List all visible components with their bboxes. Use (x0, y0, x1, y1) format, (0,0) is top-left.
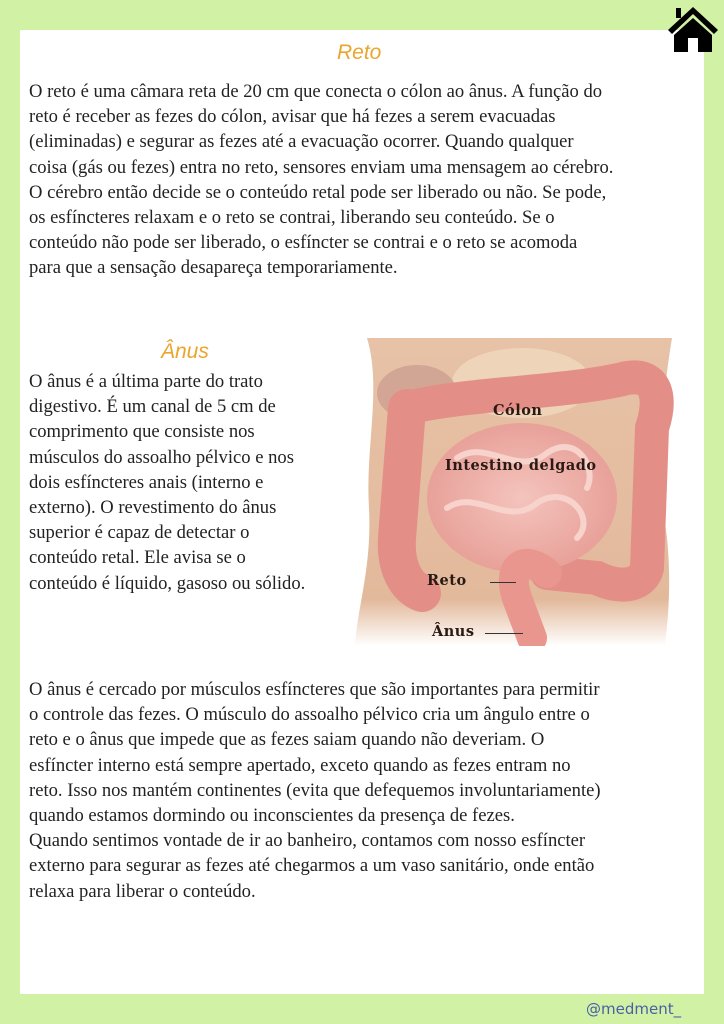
text-line: reto. Isso nos mantém continentes (evita que defequemos involuntariamente) (29, 779, 601, 801)
anus-paragraph (29, 369, 305, 596)
reto-heading: Reto (337, 41, 382, 64)
closing-paragraph (29, 677, 601, 904)
text-line: coisa (gás ou fezes) entra no reto, sensores enviam uma mensagem ao cérebro. (29, 156, 614, 178)
home-button[interactable] (666, 4, 720, 54)
text-line: quando estamos dormindo ou inconscientes da presença de fezes. (29, 805, 515, 827)
intestine-illustration (347, 338, 691, 646)
text-line: digestivo. É um canal de 5 cm de (29, 396, 276, 418)
home-icon (666, 4, 720, 54)
text-line: O cérebro então decide se o conteúdo retal pode ser liberado ou não. Se pode, (29, 181, 607, 203)
anus-pointer-line (485, 633, 523, 634)
text-line: os esfíncteres relaxam e o reto se contrai, liberando seu conteúdo. Se o (29, 207, 555, 229)
label-colon: Cólon (493, 402, 543, 419)
anus-heading: Ânus (161, 340, 209, 363)
text-line: externo para segurar as fezes até chegarmos a um vaso sanitário, onde então (29, 855, 595, 877)
text-line: O ânus é cercado por músculos esfíncteres que são importantes para permitir (29, 679, 600, 700)
text-line: conteúdo retal. Ele avisa se o (29, 547, 246, 569)
text-line: conteúdo não pode ser liberado, o esfíncter se contrai e o reto se acomoda (29, 232, 578, 254)
text-line: superior é capaz de detectar o (29, 522, 250, 544)
reto-paragraph (29, 79, 613, 281)
text-line: músculos do assoalho pélvico e nos (29, 446, 294, 468)
text-line: (eliminadas) e segurar as fezes até a evacuação ocorrer. Quando qualquer (29, 131, 574, 153)
text-line: comprimento que consiste nos (29, 421, 255, 443)
label-anus: Ânus (432, 623, 475, 640)
text-line: relaxa para liberar o conteúdo. (29, 880, 256, 902)
text-line: o controle das fezes. O músculo do assoalho pélvico cria um ângulo entre o (29, 704, 590, 726)
text-line: dois esfíncteres anais (interno e (29, 471, 264, 493)
rectum-pointer-line (490, 582, 516, 583)
text-line: Quando sentimos vontade de ir ao banheiro, contamos com nosso esfíncter (29, 830, 586, 852)
label-rectum: Reto (427, 572, 467, 589)
text-line: externo). O revestimento do ânus (29, 497, 277, 519)
author-handle: @medment_ (586, 1000, 682, 1018)
text-line: reto é receber as fezes do cólon, avisar que há fezes a serem evacuadas (29, 106, 556, 128)
intestine-drawing (347, 338, 691, 646)
text-line: O reto é uma câmara reta de 20 cm que conecta o cólon ao ânus. A função do (29, 81, 603, 102)
label-small-intestine: Intestino delgado (445, 457, 597, 474)
text-line: conteúdo é líquido, gasoso ou sólido. (29, 572, 306, 594)
text-line: esfíncter interno está sempre apertado, exceto quando as fezes entram no (29, 754, 571, 776)
text-line: O ânus é a última parte do trato (29, 371, 263, 392)
text-line: reto e o ânus que impede que as fezes saiam quando não deveriam. O (29, 729, 545, 751)
text-line: para que a sensação desapareça temporariamente. (29, 257, 398, 279)
